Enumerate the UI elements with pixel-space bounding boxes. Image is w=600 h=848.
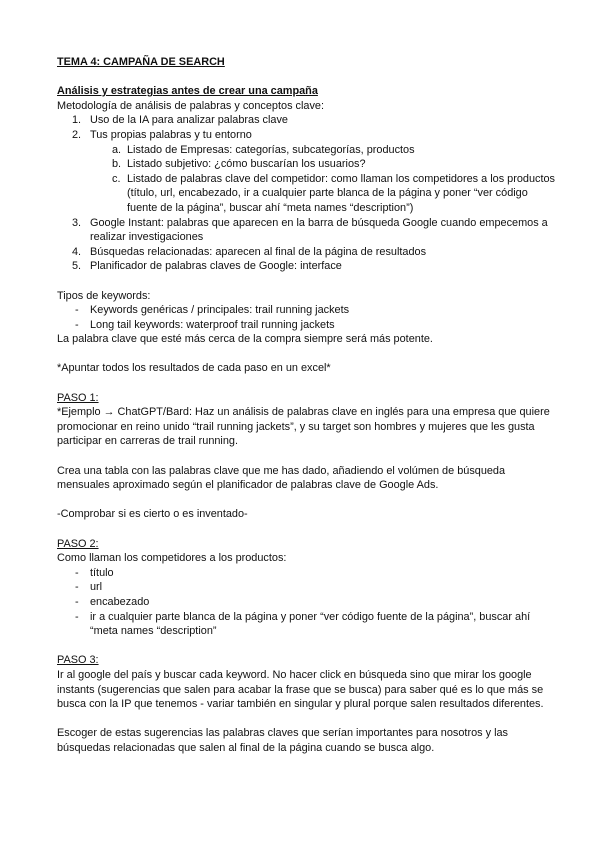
paso2-title: PASO 2: [57,537,99,550]
list-item: - Long tail keywords: waterproof trail running jackets [75,318,335,331]
section-intro: Metodología de análisis de palabras y conceptos clave: [57,99,324,112]
list-item: - encabezado [75,595,150,608]
paso1-check: -Comprobar si es cierto o es inventado- [57,508,248,521]
paso1-table-instruction: Crea una tabla con las palabras clave que me has dado, añadiendo el volúmen de búsqueda mensuales aproximado según el planificador de palabras clave de Google Ads. [57,464,506,492]
keywords-note: La palabra clave que esté más cerca de la compra siempre será más potente. [57,333,433,346]
list-item: 5. Planificador de palabras claves de Google: interface [72,260,342,273]
methodology-list [57,113,557,274]
list-item: 2. Tus propias palabras y tu entorno [72,128,252,141]
paso2-list [57,566,557,639]
paso3-instructions: Ir al google del país y buscar cada keyword. No hacer click en búsqueda sino que mirar los google instants (sugerencias que salen para acabar la frase que se busca) para saber qué es lo que más se busca con la IP que tenemos - variar también en singular y plural porque salen resultados diferentes. [57,668,544,711]
list-item: 3. Google Instant: palabras que aparecen en la barra de búsqueda Google cuando empecemos a realizar investigaciones [72,216,548,244]
list-item: 1. Uso de la IA para analizar palabras clave [72,114,288,127]
sub-list-item: a. Listado de Empresas: categorías, subcategorías, productos [112,143,415,156]
document-title: TEMA 4: CAMPAÑA DE SEARCH [57,56,225,68]
list-item: 4. Búsquedas relacionadas: aparecen al final de la página de resultados [72,245,427,258]
keywords-list [57,303,557,332]
list-item: - ir a cualquier parte blanca de la página y poner “ver código fuente de la página”, buscar ahí “meta names “description” [75,610,531,638]
paso3-selection: Escoger de estas sugerencias las palabras claves que serían importantes para nosotros y las búsquedas relacionadas que salen al final de la página cuando se busca algo. [57,727,508,754]
list-item: - url [75,581,103,594]
sub-list-item: b. Listado subjetivo: ¿cómo buscarían los usuarios? [112,158,366,171]
list-item: - título [75,566,114,579]
paso2-intro: Como llaman los competidores a los productos: [57,552,287,565]
paso1-title: PASO 1: [57,391,99,404]
sub-list-item: c. Listado de palabras clave del competidor: como llaman los competidores a los productos (título, url, encabezado, ir a cualquier parte blanca de la página y poner “ver código fuente de la página”, buscar ahí “meta names “description”) [112,172,555,214]
keywords-heading: Tipos de keywords: [57,289,151,302]
paso1-example: *Ejemplo → ChatGPT/Bard: Haz un análisis de palabras clave en inglés para una empresa que quiere promocionar en reino unido “trail running jackets”, y su target son hombres y mujeres que les gusta participar en carreras de trail running. [57,406,550,448]
document-page [57,55,557,756]
excel-tip: *Apuntar todos los resultados de cada paso en un excel* [57,362,331,375]
paso3-title: PASO 3: [57,654,99,667]
list-item: - Keywords genéricas / principales: trail running jackets [75,304,350,317]
section-heading: Análisis y estrategias antes de crear una campaña [57,85,318,98]
